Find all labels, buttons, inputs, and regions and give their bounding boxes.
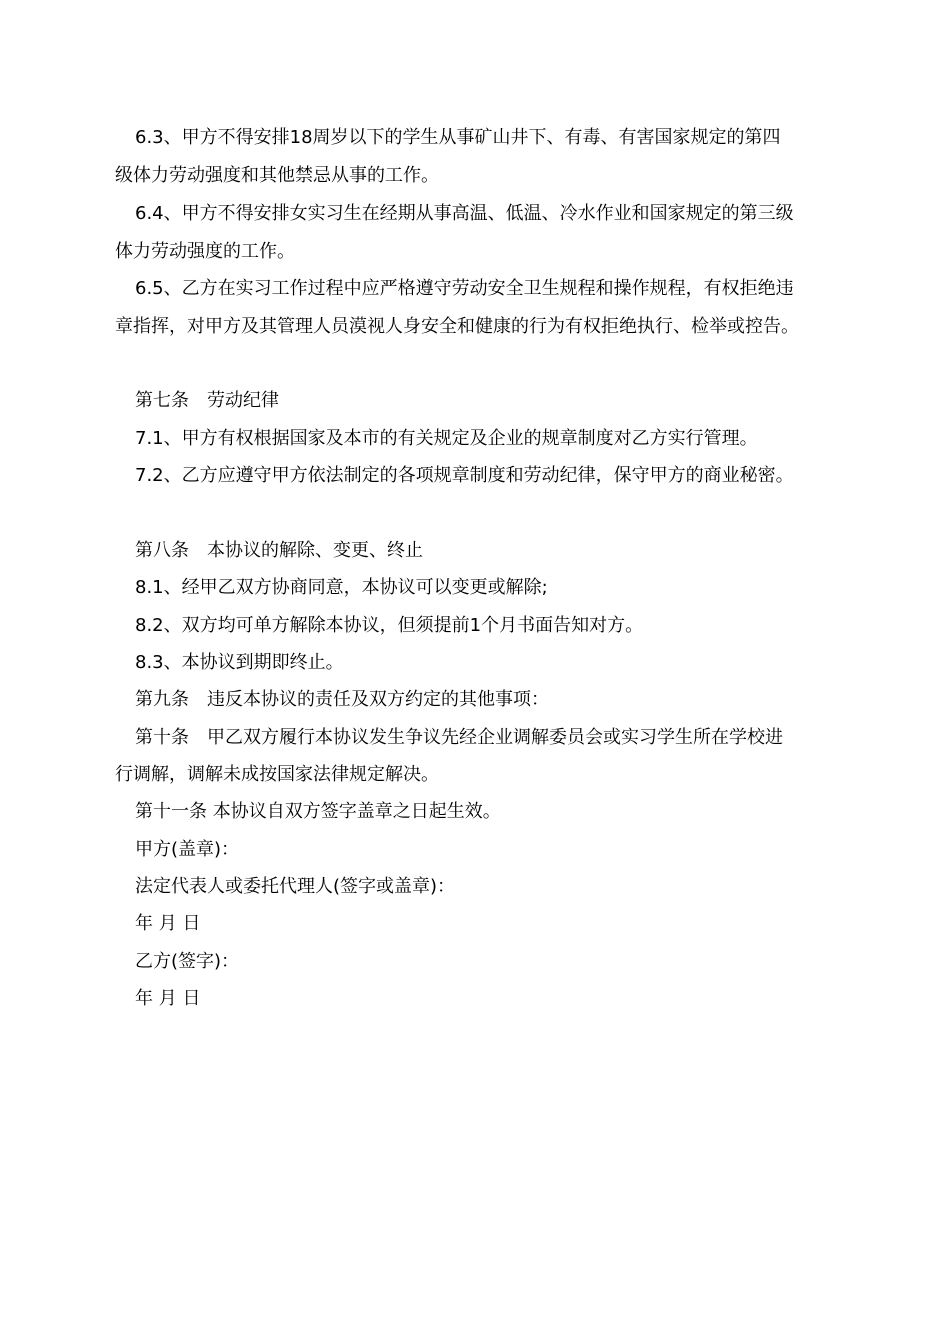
article-8-heading: 第八条 本协议的解除、变更、终止 [135, 540, 423, 561]
article-11: 第十一条 本协议自双方签字盖章之日起生效。 [135, 801, 501, 822]
clause-6-4-line-2: 体力劳动强度的工作。 [115, 241, 295, 262]
party-b-date: 年 月 日 [135, 988, 201, 1009]
clause-7-2: 7.2、乙方应遵守甲方依法制定的各项规章制度和劳动纪律，保守甲方的商业秘密。 [135, 465, 794, 486]
clause-8-3: 8.3、本协议到期即终止。 [135, 652, 344, 673]
article-10-line-1: 第十条 甲乙双方履行本协议发生争议先经企业调解委员会或实习学生所在学校进 [135, 727, 783, 748]
clause-6-4-line-1: 6.4、甲方不得安排女实习生在经期从事高温、低温、冷水作业和国家规定的第三级 [135, 203, 794, 224]
clause-8-2: 8.2、双方均可单方解除本协议，但须提前1个月书面告知对方。 [135, 615, 644, 636]
legal-representative-signature: 法定代表人或委托代理人(签字或盖章)： [135, 876, 456, 897]
clause-6-3-line-1: 6.3、甲方不得安排18周岁以下的学生从事矿山井下、有毒、有害国家规定的第四 [135, 127, 781, 148]
article-7-heading: 第七条 劳动纪律 [135, 390, 279, 411]
clause-6-5-line-2: 章指挥，对甲方及其管理人员漠视人身安全和健康的行为有权拒绝执行、检举或控告。 [115, 316, 799, 337]
party-a-seal: 甲方(盖章)： [135, 839, 240, 860]
article-10-line-2: 行调解，调解未成按国家法律规定解决。 [115, 764, 439, 785]
party-a-date: 年 月 日 [135, 913, 201, 934]
party-b-signature: 乙方(签字)： [135, 951, 240, 972]
article-9-heading: 第九条 违反本协议的责任及双方约定的其他事项： [135, 689, 549, 710]
clause-7-1: 7.1、甲方有权根据国家及本市的有关规定及企业的规章制度对乙方实行管理。 [135, 428, 758, 449]
clause-8-1: 8.1、经甲乙双方协商同意，本协议可以变更或解除; [135, 577, 548, 598]
clause-6-5-line-1: 6.5、乙方在实习工作过程中应严格遵守劳动安全卫生规程和操作规程，有权拒绝违 [135, 278, 794, 299]
clause-6-3-line-2: 级体力劳动强度和其他禁忌从事的工作。 [115, 165, 439, 186]
